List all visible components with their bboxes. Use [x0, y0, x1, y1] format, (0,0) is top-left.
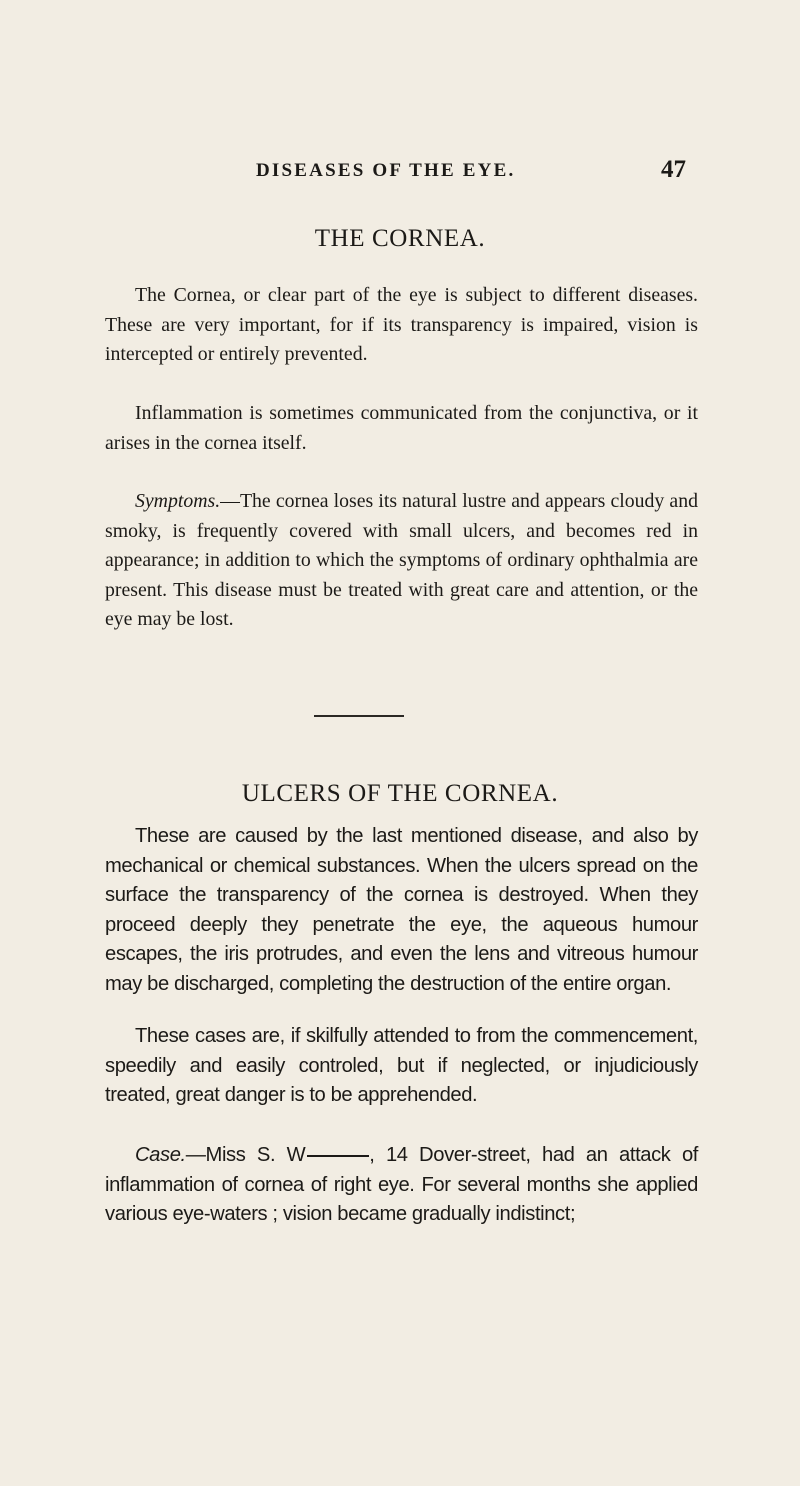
section-heading-ulcers: ULCERS OF THE CORNEA.	[241, 780, 559, 807]
paragraph-inflammation: Inflammation is sometimes communicated from the conjunctiva, or it arises in the cornea itself.	[105, 402, 698, 454]
case-name: —Miss S. W	[185, 1144, 306, 1166]
symptoms-text: —The cornea loses its natural lustre and appears cloudy and smoky, is frequently covered with small ulcers, and becomes red in appearance; in addition to which the symptoms of ordinary ophthalmia are present. This disease must be treated with great care and attention, or the eye may be lost.	[105, 490, 698, 630]
page-number: 47	[661, 156, 686, 183]
symptoms-lead: Symptoms.	[135, 490, 221, 512]
section-divider	[314, 715, 404, 717]
name-dash	[307, 1155, 369, 1157]
case-lead: Case.	[135, 1144, 186, 1166]
paragraph-ulcers-cause: These are caused by the last mentioned disease, and also by mechanical or chemical substances. When the ulcers spread on the surface the transparency of the cornea is destroyed. When they proceed deeply they penetrate the eye, the aqueous humour escapes, the iris protrudes, and even the lens and vitreous humour may be discharged, completing the destruction of the entire organ.	[105, 825, 698, 995]
section-heading-cornea: THE CORNEA.	[314, 225, 486, 252]
running-title: DISEASES OF THE EYE.	[256, 160, 516, 181]
paragraph-ulcers-treatment: These cases are, if skilfully attended to from the commencement, speedily and easily controled, but if neglected, or injudiciously treated, great danger is to be apprehended.	[105, 1025, 698, 1107]
case-text: , 14 Dover-street, had an attack of inflammation of cornea of right eye. For several months she applied various eye-waters ; vision became gradually indistinct;	[105, 1144, 698, 1226]
paragraph-symptoms	[105, 487, 698, 635]
paragraph-case	[105, 1141, 698, 1230]
running-head	[256, 156, 686, 190]
paragraph-cornea-intro: The Cornea, or clear part of the eye is subject to different diseases. These are very important, for if its transparency is impaired, vision is intercepted or entirely prevented.	[105, 284, 698, 365]
